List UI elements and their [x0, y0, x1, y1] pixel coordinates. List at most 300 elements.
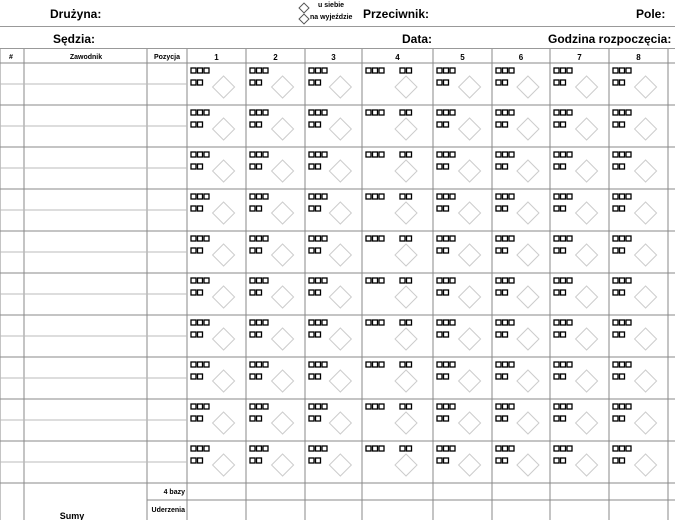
ball-box[interactable]	[450, 68, 455, 73]
strike-box[interactable]	[257, 206, 262, 211]
base-diamond-icon[interactable]	[213, 244, 235, 266]
strike-box[interactable]	[250, 416, 255, 421]
ball-box[interactable]	[379, 110, 384, 115]
ball-box[interactable]	[509, 362, 514, 367]
strike-box[interactable]	[444, 248, 449, 253]
ball-box[interactable]	[250, 152, 255, 157]
strike-box[interactable]	[620, 164, 625, 169]
strike-box[interactable]	[250, 332, 255, 337]
ball-box[interactable]	[613, 152, 618, 157]
ball-box[interactable]	[561, 362, 566, 367]
strike-box[interactable]	[407, 278, 412, 283]
ball-box[interactable]	[437, 236, 442, 241]
ball-box[interactable]	[567, 194, 572, 199]
strike-box[interactable]	[561, 248, 566, 253]
strike-box[interactable]	[620, 374, 625, 379]
strike-box[interactable]	[444, 164, 449, 169]
strike-box[interactable]	[554, 458, 559, 463]
strike-box[interactable]	[554, 122, 559, 127]
ball-box[interactable]	[322, 404, 327, 409]
strike-box[interactable]	[561, 164, 566, 169]
ball-box[interactable]	[322, 362, 327, 367]
strike-box[interactable]	[309, 80, 314, 85]
ball-box[interactable]	[450, 446, 455, 451]
strike-box[interactable]	[613, 80, 618, 85]
strike-box[interactable]	[309, 374, 314, 379]
ball-box[interactable]	[626, 110, 631, 115]
strike-box[interactable]	[250, 206, 255, 211]
strike-box[interactable]	[437, 122, 442, 127]
ball-box[interactable]	[263, 404, 268, 409]
ball-box[interactable]	[613, 278, 618, 283]
ball-box[interactable]	[191, 278, 196, 283]
base-diamond-icon[interactable]	[635, 76, 657, 98]
base-diamond-icon[interactable]	[459, 412, 481, 434]
ball-box[interactable]	[567, 446, 572, 451]
ball-box[interactable]	[509, 278, 514, 283]
strike-box[interactable]	[561, 332, 566, 337]
ball-box[interactable]	[509, 236, 514, 241]
ball-box[interactable]	[198, 404, 203, 409]
base-diamond-icon[interactable]	[272, 328, 294, 350]
strike-box[interactable]	[257, 248, 262, 253]
base-diamond-icon[interactable]	[517, 76, 539, 98]
strike-box[interactable]	[620, 416, 625, 421]
strike-box[interactable]	[503, 458, 508, 463]
ball-box[interactable]	[613, 110, 618, 115]
strike-box[interactable]	[437, 416, 442, 421]
strike-box[interactable]	[250, 458, 255, 463]
ball-box[interactable]	[316, 404, 321, 409]
strike-box[interactable]	[198, 374, 203, 379]
base-diamond-icon[interactable]	[635, 370, 657, 392]
strike-box[interactable]	[250, 164, 255, 169]
strike-box[interactable]	[496, 416, 501, 421]
strike-box[interactable]	[257, 416, 262, 421]
ball-box[interactable]	[567, 236, 572, 241]
strike-box[interactable]	[561, 122, 566, 127]
ball-box[interactable]	[250, 110, 255, 115]
ball-box[interactable]	[309, 404, 314, 409]
strike-box[interactable]	[191, 332, 196, 337]
ball-box[interactable]	[620, 152, 625, 157]
strike-box[interactable]	[561, 206, 566, 211]
base-diamond-icon[interactable]	[576, 202, 598, 224]
strike-box[interactable]	[407, 68, 412, 73]
ball-box[interactable]	[437, 446, 442, 451]
ball-box[interactable]	[626, 278, 631, 283]
strike-box[interactable]	[191, 374, 196, 379]
strike-box[interactable]	[496, 374, 501, 379]
strike-box[interactable]	[496, 458, 501, 463]
ball-box[interactable]	[373, 236, 378, 241]
ball-box[interactable]	[250, 362, 255, 367]
ball-box[interactable]	[450, 194, 455, 199]
ball-box[interactable]	[366, 320, 371, 325]
ball-box[interactable]	[198, 236, 203, 241]
ball-box[interactable]	[561, 320, 566, 325]
ball-box[interactable]	[263, 278, 268, 283]
ball-box[interactable]	[366, 362, 371, 367]
ball-box[interactable]	[366, 68, 371, 73]
base-diamond-icon[interactable]	[329, 328, 351, 350]
strike-box[interactable]	[198, 290, 203, 295]
ball-box[interactable]	[509, 446, 514, 451]
strike-box[interactable]	[554, 80, 559, 85]
ball-box[interactable]	[257, 236, 262, 241]
base-diamond-icon[interactable]	[329, 286, 351, 308]
ball-box[interactable]	[322, 446, 327, 451]
strike-box[interactable]	[400, 446, 405, 451]
ball-box[interactable]	[567, 152, 572, 157]
base-diamond-icon[interactable]	[395, 370, 417, 392]
ball-box[interactable]	[263, 320, 268, 325]
ball-box[interactable]	[316, 446, 321, 451]
ball-box[interactable]	[250, 446, 255, 451]
strike-box[interactable]	[198, 416, 203, 421]
ball-box[interactable]	[554, 320, 559, 325]
strike-box[interactable]	[503, 80, 508, 85]
strike-box[interactable]	[400, 110, 405, 115]
ball-box[interactable]	[191, 110, 196, 115]
ball-box[interactable]	[204, 152, 209, 157]
ball-box[interactable]	[503, 152, 508, 157]
ball-box[interactable]	[626, 320, 631, 325]
strike-box[interactable]	[613, 122, 618, 127]
base-diamond-icon[interactable]	[213, 412, 235, 434]
ball-box[interactable]	[373, 278, 378, 283]
strike-box[interactable]	[554, 332, 559, 337]
ball-box[interactable]	[309, 68, 314, 73]
ball-box[interactable]	[450, 152, 455, 157]
base-diamond-icon[interactable]	[272, 370, 294, 392]
ball-box[interactable]	[444, 446, 449, 451]
strike-box[interactable]	[554, 290, 559, 295]
ball-box[interactable]	[613, 404, 618, 409]
ball-box[interactable]	[496, 194, 501, 199]
ball-box[interactable]	[322, 68, 327, 73]
strike-box[interactable]	[437, 80, 442, 85]
strike-box[interactable]	[620, 122, 625, 127]
ball-box[interactable]	[613, 446, 618, 451]
ball-box[interactable]	[496, 362, 501, 367]
base-diamond-icon[interactable]	[517, 244, 539, 266]
base-diamond-icon[interactable]	[272, 286, 294, 308]
ball-box[interactable]	[373, 152, 378, 157]
ball-box[interactable]	[316, 194, 321, 199]
ball-box[interactable]	[257, 320, 262, 325]
base-diamond-icon[interactable]	[517, 160, 539, 182]
base-diamond-icon[interactable]	[272, 412, 294, 434]
ball-box[interactable]	[450, 404, 455, 409]
ball-box[interactable]	[366, 404, 371, 409]
strike-box[interactable]	[400, 68, 405, 73]
ball-box[interactable]	[322, 236, 327, 241]
ball-box[interactable]	[322, 278, 327, 283]
base-diamond-icon[interactable]	[272, 76, 294, 98]
base-diamond-icon[interactable]	[635, 328, 657, 350]
base-diamond-icon[interactable]	[635, 118, 657, 140]
base-diamond-icon[interactable]	[395, 160, 417, 182]
base-diamond-icon[interactable]	[517, 412, 539, 434]
base-diamond-icon[interactable]	[635, 412, 657, 434]
base-diamond-icon[interactable]	[395, 412, 417, 434]
ball-box[interactable]	[316, 68, 321, 73]
strike-box[interactable]	[407, 362, 412, 367]
ball-box[interactable]	[263, 446, 268, 451]
base-diamond-icon[interactable]	[395, 202, 417, 224]
strike-box[interactable]	[250, 290, 255, 295]
ball-box[interactable]	[503, 68, 508, 73]
base-diamond-icon[interactable]	[635, 286, 657, 308]
ball-box[interactable]	[626, 362, 631, 367]
ball-box[interactable]	[250, 404, 255, 409]
ball-box[interactable]	[503, 278, 508, 283]
strike-box[interactable]	[444, 374, 449, 379]
ball-box[interactable]	[379, 362, 384, 367]
strike-box[interactable]	[400, 152, 405, 157]
strike-box[interactable]	[620, 206, 625, 211]
ball-box[interactable]	[626, 194, 631, 199]
strike-box[interactable]	[407, 404, 412, 409]
ball-box[interactable]	[620, 110, 625, 115]
ball-box[interactable]	[554, 446, 559, 451]
strike-box[interactable]	[437, 374, 442, 379]
ball-box[interactable]	[322, 110, 327, 115]
base-diamond-icon[interactable]	[459, 454, 481, 476]
strike-box[interactable]	[554, 416, 559, 421]
ball-box[interactable]	[567, 68, 572, 73]
strike-box[interactable]	[437, 248, 442, 253]
ball-box[interactable]	[366, 278, 371, 283]
strike-box[interactable]	[400, 320, 405, 325]
strike-box[interactable]	[198, 164, 203, 169]
ball-box[interactable]	[204, 278, 209, 283]
ball-box[interactable]	[444, 320, 449, 325]
base-diamond-icon[interactable]	[213, 160, 235, 182]
ball-box[interactable]	[503, 362, 508, 367]
ball-box[interactable]	[250, 320, 255, 325]
base-diamond-icon[interactable]	[517, 202, 539, 224]
ball-box[interactable]	[554, 362, 559, 367]
ball-box[interactable]	[198, 110, 203, 115]
strike-box[interactable]	[400, 236, 405, 241]
base-diamond-icon[interactable]	[517, 370, 539, 392]
base-diamond-icon[interactable]	[272, 244, 294, 266]
strike-box[interactable]	[496, 80, 501, 85]
base-diamond-icon[interactable]	[576, 454, 598, 476]
base-diamond-icon[interactable]	[635, 454, 657, 476]
ball-box[interactable]	[366, 194, 371, 199]
strike-box[interactable]	[613, 458, 618, 463]
strike-box[interactable]	[613, 416, 618, 421]
strike-box[interactable]	[198, 206, 203, 211]
ball-box[interactable]	[198, 446, 203, 451]
ball-box[interactable]	[450, 362, 455, 367]
strike-box[interactable]	[503, 206, 508, 211]
ball-box[interactable]	[257, 152, 262, 157]
strike-box[interactable]	[437, 290, 442, 295]
base-diamond-icon[interactable]	[576, 160, 598, 182]
ball-box[interactable]	[379, 278, 384, 283]
ball-box[interactable]	[437, 362, 442, 367]
ball-box[interactable]	[503, 404, 508, 409]
base-diamond-icon[interactable]	[517, 454, 539, 476]
base-diamond-icon[interactable]	[576, 76, 598, 98]
strike-box[interactable]	[444, 80, 449, 85]
strike-box[interactable]	[191, 458, 196, 463]
ball-box[interactable]	[373, 446, 378, 451]
ball-box[interactable]	[263, 152, 268, 157]
ball-box[interactable]	[379, 320, 384, 325]
strike-box[interactable]	[309, 122, 314, 127]
strike-box[interactable]	[198, 80, 203, 85]
strike-box[interactable]	[316, 374, 321, 379]
strike-box[interactable]	[257, 122, 262, 127]
ball-box[interactable]	[567, 110, 572, 115]
base-diamond-icon[interactable]	[329, 370, 351, 392]
base-diamond-icon[interactable]	[576, 328, 598, 350]
ball-box[interactable]	[613, 236, 618, 241]
strike-box[interactable]	[503, 290, 508, 295]
ball-box[interactable]	[444, 236, 449, 241]
strike-box[interactable]	[407, 236, 412, 241]
ball-box[interactable]	[263, 194, 268, 199]
ball-box[interactable]	[322, 194, 327, 199]
strike-box[interactable]	[620, 332, 625, 337]
ball-box[interactable]	[204, 446, 209, 451]
ball-box[interactable]	[373, 320, 378, 325]
strike-box[interactable]	[561, 290, 566, 295]
ball-box[interactable]	[309, 362, 314, 367]
ball-box[interactable]	[322, 152, 327, 157]
strike-box[interactable]	[257, 80, 262, 85]
strike-box[interactable]	[613, 206, 618, 211]
ball-box[interactable]	[198, 320, 203, 325]
strike-box[interactable]	[309, 332, 314, 337]
strike-box[interactable]	[316, 458, 321, 463]
strike-box[interactable]	[444, 332, 449, 337]
base-diamond-icon[interactable]	[329, 76, 351, 98]
strike-box[interactable]	[316, 206, 321, 211]
ball-box[interactable]	[191, 320, 196, 325]
strike-box[interactable]	[437, 206, 442, 211]
base-diamond-icon[interactable]	[517, 328, 539, 350]
ball-box[interactable]	[620, 362, 625, 367]
strike-box[interactable]	[250, 80, 255, 85]
strike-box[interactable]	[444, 458, 449, 463]
ball-box[interactable]	[250, 194, 255, 199]
ball-box[interactable]	[373, 194, 378, 199]
ball-box[interactable]	[567, 362, 572, 367]
strike-box[interactable]	[620, 290, 625, 295]
strike-box[interactable]	[496, 290, 501, 295]
ball-box[interactable]	[554, 194, 559, 199]
strike-box[interactable]	[309, 206, 314, 211]
strike-box[interactable]	[561, 416, 566, 421]
ball-box[interactable]	[309, 278, 314, 283]
base-diamond-icon[interactable]	[213, 76, 235, 98]
strike-box[interactable]	[503, 122, 508, 127]
strike-box[interactable]	[561, 458, 566, 463]
strike-box[interactable]	[309, 248, 314, 253]
ball-box[interactable]	[204, 68, 209, 73]
ball-box[interactable]	[191, 404, 196, 409]
ball-box[interactable]	[496, 446, 501, 451]
ball-box[interactable]	[204, 404, 209, 409]
base-diamond-icon[interactable]	[459, 370, 481, 392]
base-diamond-icon[interactable]	[395, 286, 417, 308]
ball-box[interactable]	[366, 236, 371, 241]
base-diamond-icon[interactable]	[272, 118, 294, 140]
ball-box[interactable]	[561, 404, 566, 409]
ball-box[interactable]	[626, 152, 631, 157]
strike-box[interactable]	[437, 164, 442, 169]
strike-box[interactable]	[407, 446, 412, 451]
strike-box[interactable]	[407, 110, 412, 115]
base-diamond-icon[interactable]	[272, 160, 294, 182]
base-diamond-icon[interactable]	[272, 454, 294, 476]
strike-box[interactable]	[561, 80, 566, 85]
strike-box[interactable]	[257, 374, 262, 379]
base-diamond-icon[interactable]	[213, 118, 235, 140]
strike-box[interactable]	[496, 164, 501, 169]
base-diamond-icon[interactable]	[635, 202, 657, 224]
ball-box[interactable]	[626, 236, 631, 241]
strike-box[interactable]	[554, 164, 559, 169]
ball-box[interactable]	[437, 320, 442, 325]
strike-box[interactable]	[503, 248, 508, 253]
ball-box[interactable]	[373, 362, 378, 367]
strike-box[interactable]	[444, 290, 449, 295]
base-diamond-icon[interactable]	[576, 244, 598, 266]
strike-box[interactable]	[250, 374, 255, 379]
ball-box[interactable]	[496, 68, 501, 73]
base-diamond-icon[interactable]	[576, 286, 598, 308]
base-diamond-icon[interactable]	[576, 370, 598, 392]
base-diamond-icon[interactable]	[459, 286, 481, 308]
ball-box[interactable]	[613, 68, 618, 73]
ball-box[interactable]	[309, 446, 314, 451]
ball-box[interactable]	[444, 362, 449, 367]
strike-box[interactable]	[309, 416, 314, 421]
ball-box[interactable]	[620, 194, 625, 199]
ball-box[interactable]	[444, 404, 449, 409]
ball-box[interactable]	[567, 320, 572, 325]
ball-box[interactable]	[263, 236, 268, 241]
ball-box[interactable]	[198, 152, 203, 157]
ball-box[interactable]	[613, 320, 618, 325]
strike-box[interactable]	[198, 122, 203, 127]
strike-box[interactable]	[309, 290, 314, 295]
ball-box[interactable]	[191, 68, 196, 73]
ball-box[interactable]	[620, 236, 625, 241]
ball-box[interactable]	[379, 68, 384, 73]
strike-box[interactable]	[407, 152, 412, 157]
ball-box[interactable]	[626, 446, 631, 451]
strike-box[interactable]	[613, 248, 618, 253]
ball-box[interactable]	[198, 278, 203, 283]
ball-box[interactable]	[509, 110, 514, 115]
ball-box[interactable]	[263, 68, 268, 73]
strike-box[interactable]	[613, 332, 618, 337]
ball-box[interactable]	[309, 320, 314, 325]
strike-box[interactable]	[503, 416, 508, 421]
strike-box[interactable]	[400, 194, 405, 199]
ball-box[interactable]	[204, 362, 209, 367]
strike-box[interactable]	[613, 290, 618, 295]
ball-box[interactable]	[561, 152, 566, 157]
